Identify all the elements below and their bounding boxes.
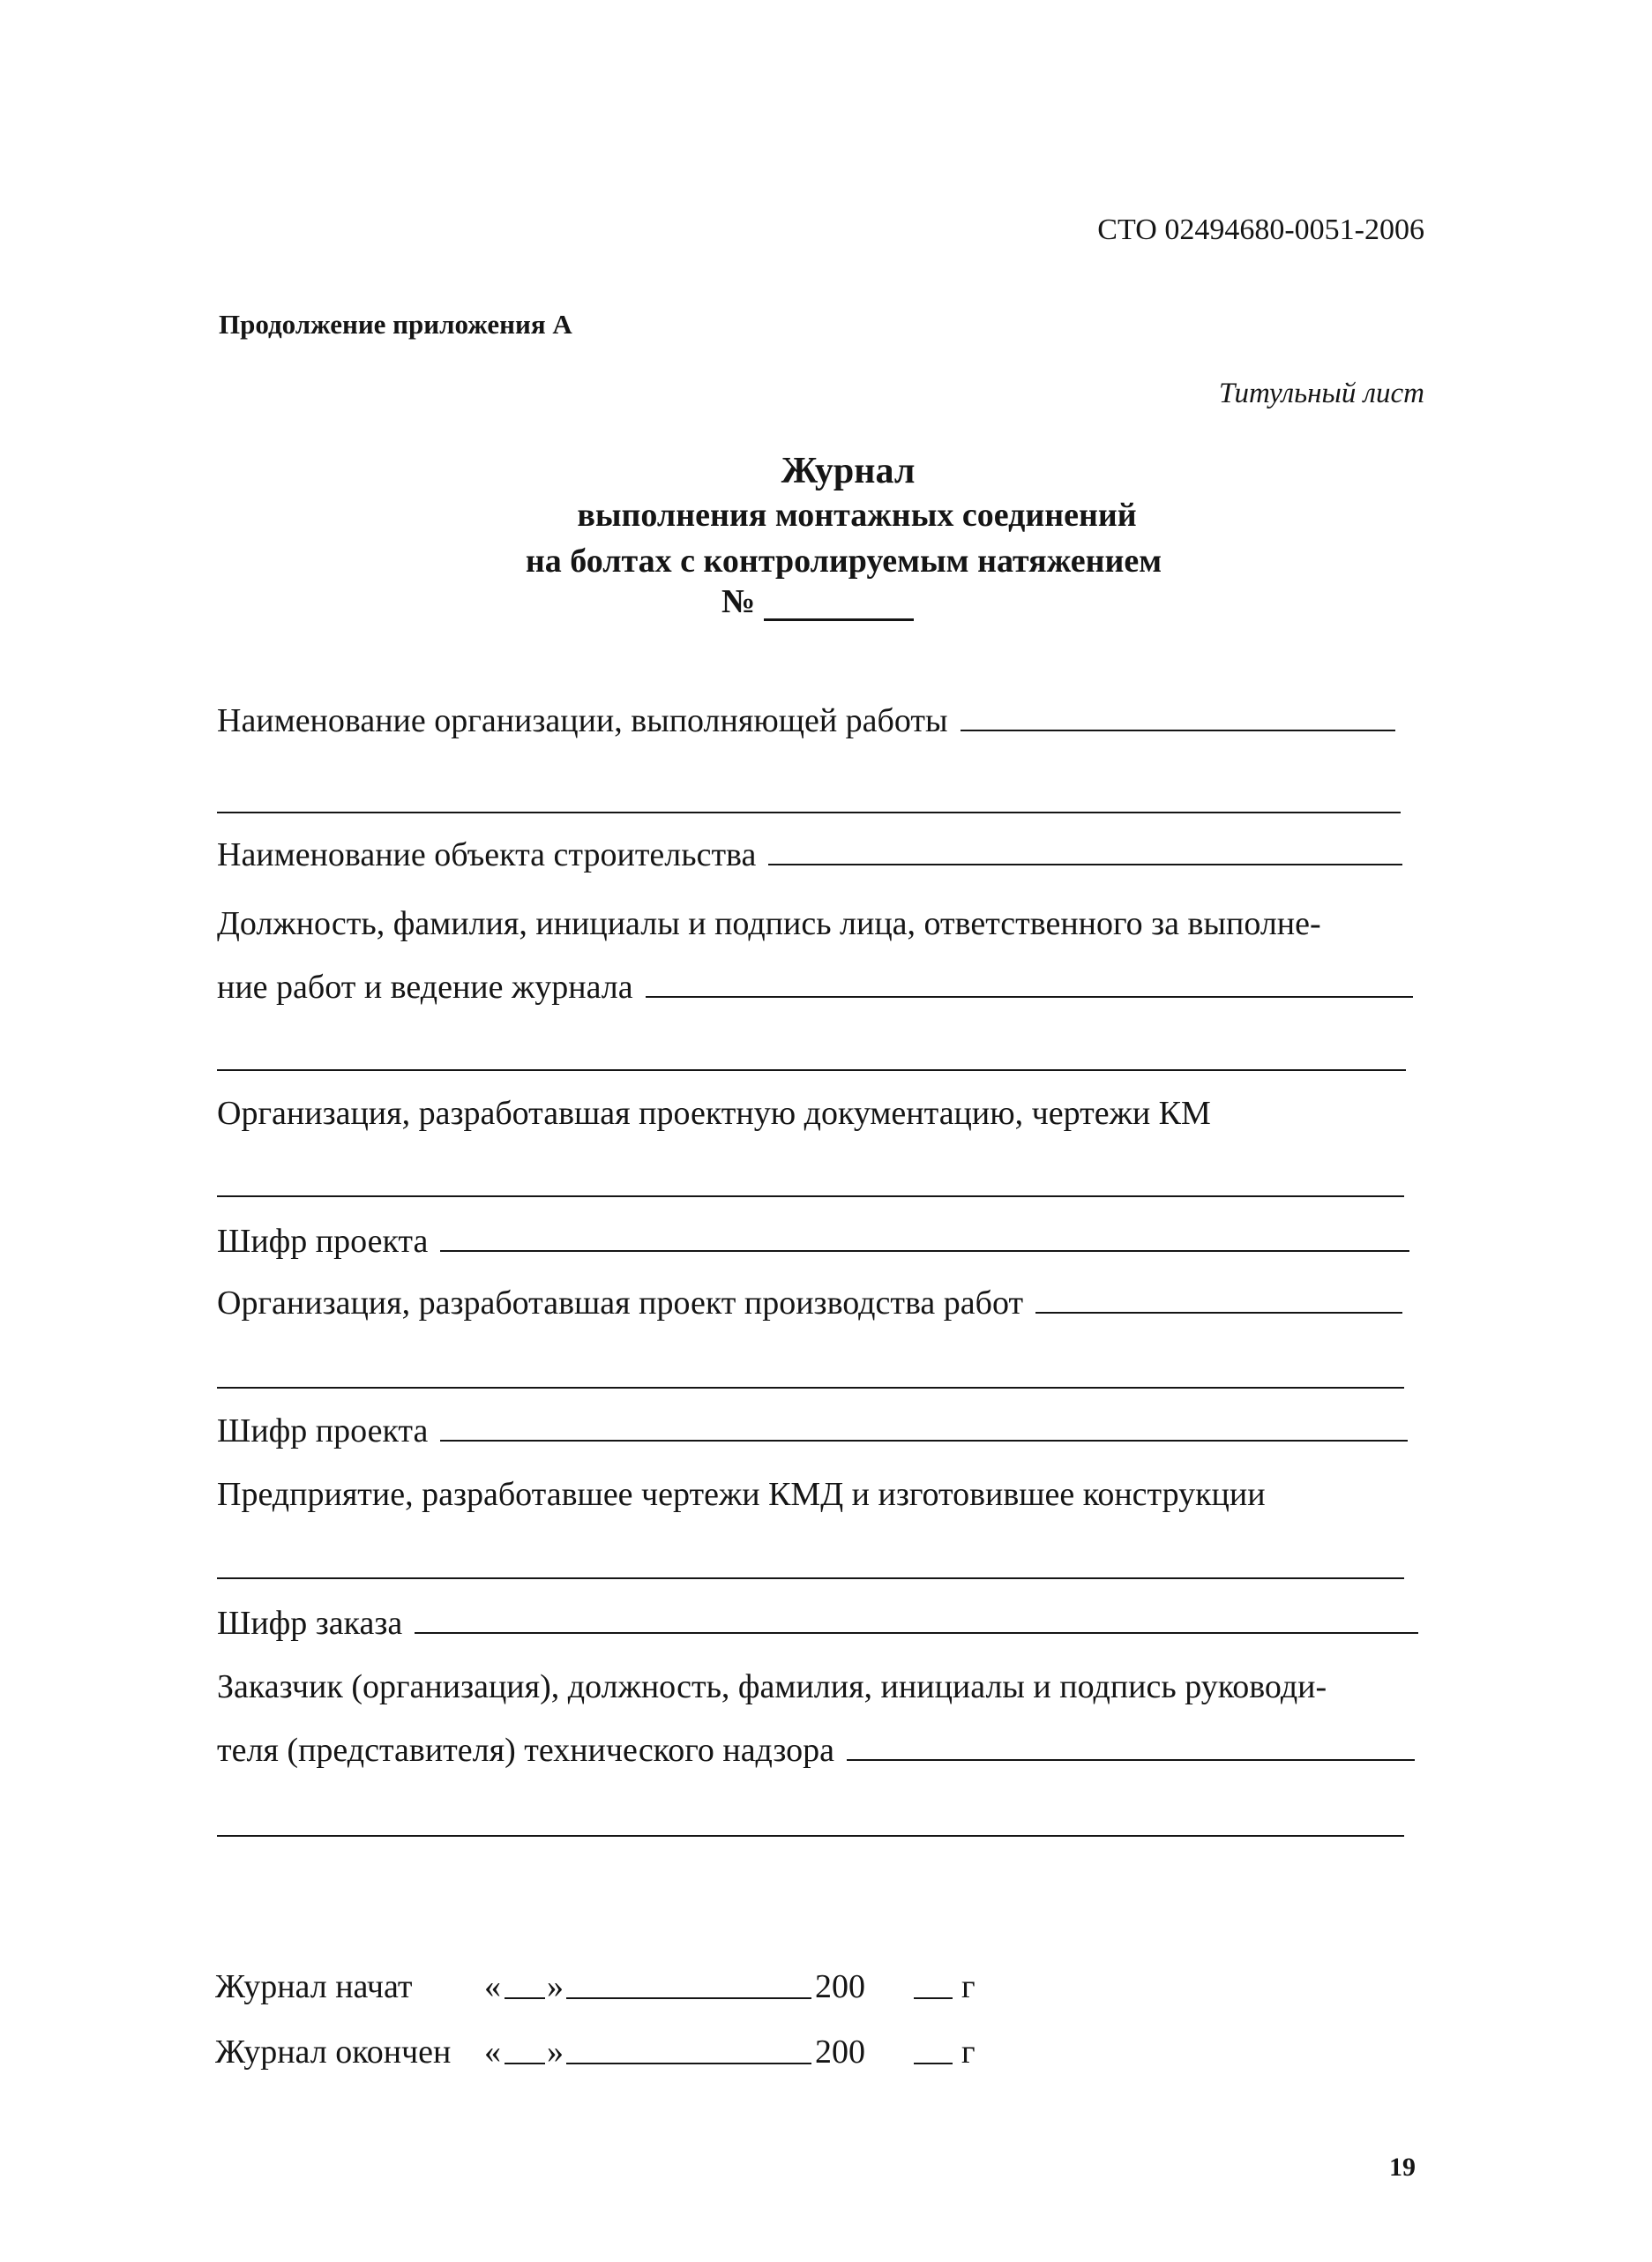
finished-month-blank[interactable] — [566, 2033, 811, 2064]
document-code: СТО 02494680-0051-2006 — [1097, 213, 1424, 246]
close-quote: » — [547, 1968, 564, 2005]
customer-blank-2[interactable] — [217, 1835, 1404, 1837]
started-month-blank[interactable] — [566, 1967, 811, 1999]
ppr-org-blank-2[interactable] — [217, 1387, 1404, 1389]
journal-number — [721, 582, 914, 621]
responsible-blank-2[interactable] — [217, 1069, 1406, 1071]
finished-year-blank[interactable] — [914, 2033, 953, 2064]
org-performing-label: Наименование организации, выполняющей работы — [217, 702, 948, 739]
finished-year-suffix: г — [961, 2034, 976, 2071]
org-performing-blank-2[interactable] — [217, 812, 1401, 813]
object-name-blank[interactable] — [768, 863, 1402, 865]
ppr-org-blank[interactable] — [1035, 1311, 1402, 1314]
project-code-2-blank[interactable] — [440, 1439, 1408, 1442]
order-code-label: Шифр заказа — [217, 1605, 403, 1642]
order-code-blank[interactable] — [415, 1631, 1418, 1634]
object-name-label: Наименование объекта строительства — [217, 836, 757, 873]
org-performing-blank[interactable] — [961, 729, 1395, 731]
customer-label-2: теля (представителя) технического надзора — [217, 1732, 835, 1769]
started-year-prefix: 200 — [815, 1968, 865, 2005]
object-name-field — [217, 835, 1402, 874]
page-number: 19 — [1389, 2153, 1416, 2182]
ppr-org-field — [217, 1284, 1402, 1322]
started-year-suffix: г — [961, 1968, 976, 2005]
project-code-1-blank[interactable] — [440, 1249, 1409, 1252]
open-quote: « — [484, 2034, 501, 2071]
customer-blank[interactable] — [847, 1758, 1415, 1761]
design-org-blank[interactable] — [217, 1195, 1404, 1197]
design-org-label: Организация, разработавшая проектную документацию, чертежи КМ — [217, 1095, 1211, 1132]
responsible-field — [217, 968, 1413, 1007]
finished-year-prefix: 200 — [815, 2034, 865, 2071]
journal-started-label: Журнал начат — [215, 1968, 413, 2005]
sheet-type: Титульный лист — [1218, 378, 1424, 409]
customer-label-1: Заказчик (организация), должность, фамилия, инициалы и подпись руководи- — [217, 1668, 1327, 1705]
project-code-2-label: Шифр проекта — [217, 1412, 429, 1449]
kmd-org-blank[interactable] — [217, 1577, 1404, 1579]
journal-subtitle-1: выполнения монтажных соединений — [577, 497, 1137, 534]
journal-title: Журнал — [781, 451, 916, 491]
org-performing-field — [217, 701, 1395, 740]
started-year-blank[interactable] — [914, 1967, 953, 1999]
project-code-1-field — [217, 1222, 1409, 1261]
project-code-2-field — [217, 1412, 1408, 1450]
close-quote: » — [547, 2034, 564, 2071]
appendix-continuation: Продолжение приложения А — [219, 309, 572, 340]
finished-day-blank[interactable] — [505, 2033, 545, 2064]
project-code-1-label: Шифр проекта — [217, 1223, 429, 1260]
number-sign: № — [721, 583, 756, 620]
ppr-org-label: Организация, разработавшая проект производства работ — [217, 1285, 1024, 1322]
order-code-field — [217, 1604, 1418, 1643]
started-day-blank[interactable] — [505, 1967, 545, 1999]
open-quote: « — [484, 1968, 501, 2005]
journal-subtitle-2: на болтах с контролируемым натяжением — [525, 543, 1162, 580]
responsible-blank[interactable] — [646, 995, 1413, 998]
responsible-label-1: Должность, фамилия, инициалы и подпись лица, ответственного за выполне- — [217, 905, 1321, 942]
kmd-org-label: Предприятие, разработавшее чертежи КМД и изготовившее конструкции — [217, 1476, 1266, 1513]
customer-field — [217, 1731, 1415, 1770]
journal-number-blank[interactable] — [764, 592, 914, 621]
responsible-label-2: ние работ и ведение журнала — [217, 969, 633, 1006]
journal-finished-label: Журнал окончен — [215, 2034, 452, 2071]
